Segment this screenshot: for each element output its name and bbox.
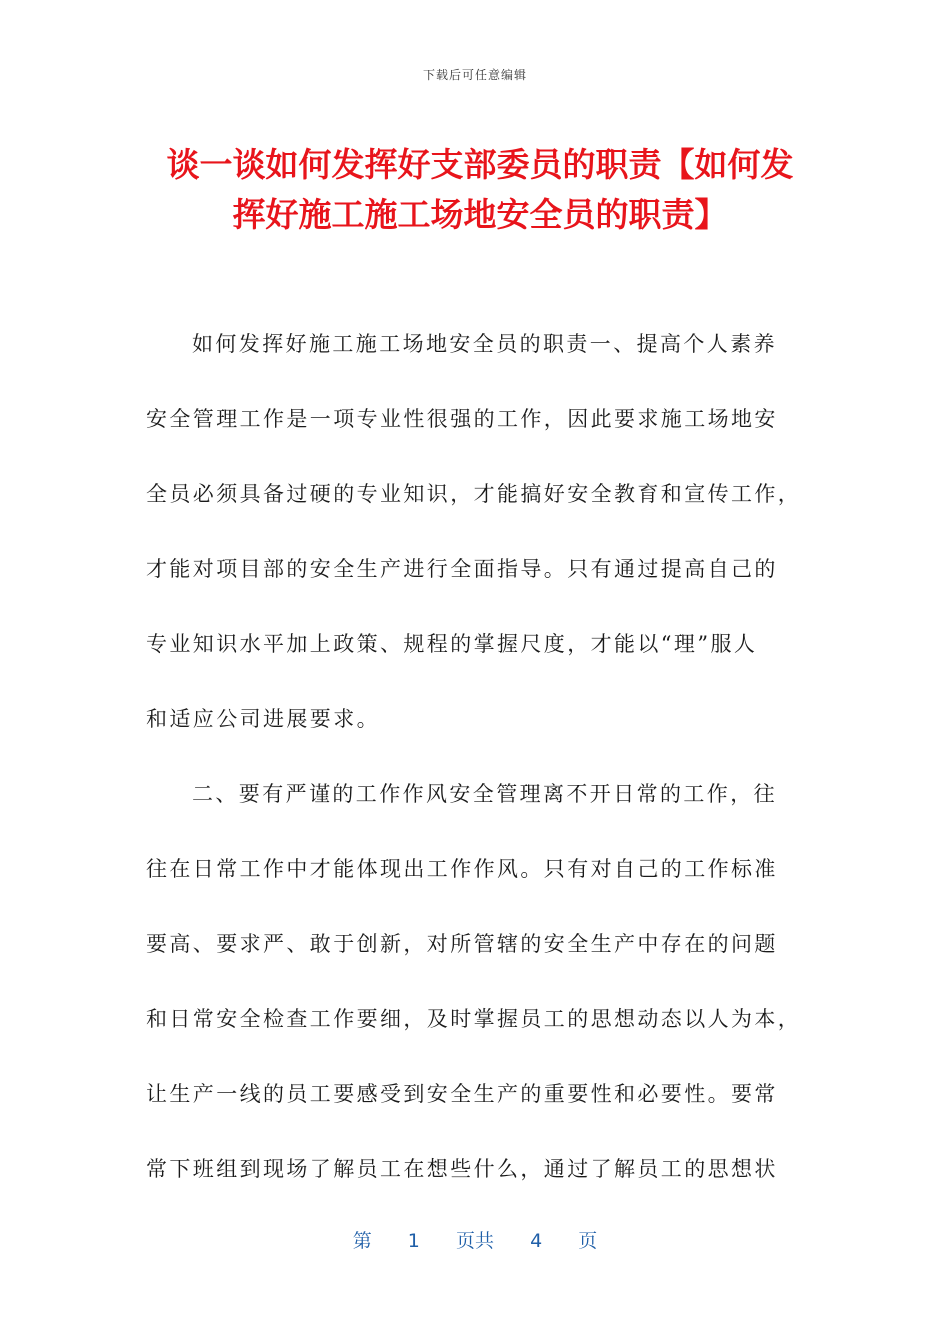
title-line-2: 挥好施工施工场地安全员的职责】	[232, 195, 728, 234]
body-line: 要高、要求严、敢于创新，对所管辖的安全生产中存在的问题	[146, 932, 778, 956]
header-note: 下载后可任意编辑	[422, 68, 527, 82]
body-line: 往在日常工作中才能体现出工作作风。只有对自己的工作标准	[146, 857, 778, 881]
body-line: 安全管理工作是一项专业性很强的工作，因此要求施工场地安	[146, 407, 778, 431]
body-line: 才能对项目部的安全生产进行全面指导。只有通过提高自己的	[146, 557, 778, 581]
body-line: 让生产一线的员工要感受到安全生产的重要性和必要性。要常	[146, 1082, 778, 1106]
page-footer	[0, 1226, 950, 1253]
body-line: 专业知识水平加上政策、规程的掌握尺度，才能以“理”服人	[146, 632, 758, 656]
footer-suffix: 页	[578, 1230, 598, 1252]
title-line-1: 谈一谈如何发挥好支部委员的职责【如何发	[166, 145, 794, 184]
body-line: 如何发挥好施工施工场地安全员的职责一、提高个人素养	[192, 332, 777, 356]
footer-middle: 页共	[455, 1230, 494, 1252]
body-line: 和日常安全检查工作要细，及时掌握员工的思想动态以人为本，	[146, 1007, 802, 1031]
footer-current-page: 1	[407, 1230, 420, 1252]
document-title	[150, 140, 810, 240]
body-line: 常下班组到现场了解员工在想些什么，通过了解员工的思想状	[146, 1157, 778, 1181]
body-line: 和适应公司进展要求。	[146, 707, 380, 731]
body-line: 全员必须具备过硬的专业知识，才能搞好安全教育和宣传工作，	[146, 482, 802, 506]
footer-total-pages: 4	[530, 1230, 543, 1252]
document-body	[146, 322, 806, 1222]
body-line: 二、要有严谨的工作作风安全管理离不开日常的工作，往	[192, 782, 777, 806]
footer-prefix: 第	[352, 1230, 372, 1252]
